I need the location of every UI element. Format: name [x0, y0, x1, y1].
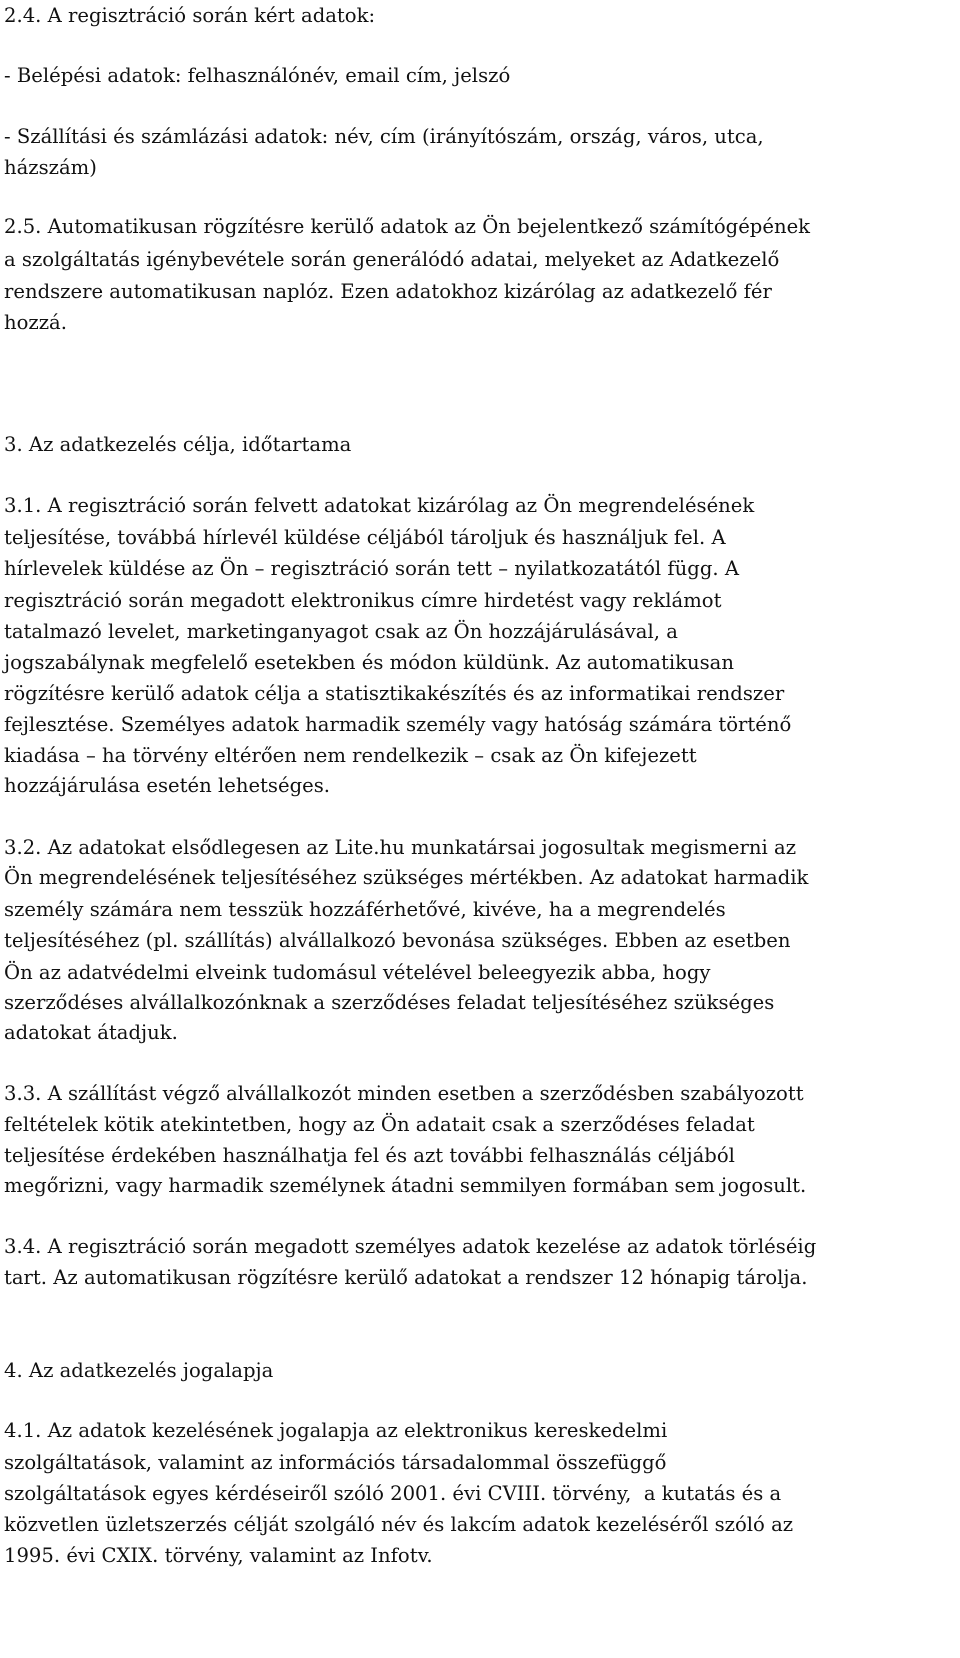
- section-4-1-paragraph: 4.1. Az adatok kezelésének jogalapja az elektronikus kereskedelmi: [4, 1419, 668, 1442]
- text-line: 1995. évi CXIX. törvény, valamint az Infotv.: [4, 1544, 433, 1567]
- text-line: regisztráció során megadott elektronikus címre hirdetést vagy reklámot: [4, 589, 722, 612]
- text-line: jogszabálynak megfelelő esetekben és módon küldünk. Az automatikusan: [4, 651, 734, 674]
- text-line: hozzá.: [4, 311, 67, 334]
- text-line: kiadása – ha törvény eltérően nem rendelkezik – csak az Ön kifejezett: [4, 744, 697, 767]
- text-line: megőrizni, vagy harmadik személynek átadni semmilyen formában sem jogosult.: [4, 1174, 807, 1197]
- text-line: szolgáltatások egyes kérdéseiről szóló 2001. évi CVIII. törvény, a kutatás és a: [4, 1482, 782, 1505]
- text-line: Ön az adatvédelmi elveink tudomásul vételével beleegyezik abba, hogy: [4, 961, 711, 984]
- text-line: rögzítésre kerülő adatok célja a statisztikakészítés és az informatikai rendszer: [4, 682, 785, 705]
- section-3-heading: 3. Az adatkezelés célja, időtartama: [4, 433, 352, 456]
- text-line: tatalmazó levelet, marketinganyagot csak az Ön hozzájárulásával, a: [4, 620, 678, 643]
- text-line: feltételek kötik atekintetben, hogy az Ön adatait csak a szerződéses feladat: [4, 1113, 755, 1136]
- section-2-5-paragraph: 2.5. Automatikusan rögzítésre kerülő adatok az Ön bejelentkező számítógépének: [4, 215, 811, 238]
- section-2-4-heading: 2.4. A regisztráció során kért adatok:: [4, 4, 376, 27]
- text-line: Ön megrendelésének teljesítéséhez szükséges mértékben. Az adatokat harmadik: [4, 866, 809, 889]
- text-line: teljesítése, továbbá hírlevél küldése céljából tároljuk és használjuk fel. A: [4, 526, 726, 549]
- text-line: - Belépési adatok: felhasználónév, email cím, jelszó: [4, 64, 511, 87]
- text-line: szolgáltatások, valamint az információs társadalommal összefüggő: [4, 1451, 667, 1474]
- section-3-4-paragraph: 3.4. A regisztráció során megadott személyes adatok kezelése az adatok törléséig: [4, 1235, 817, 1258]
- text-line: teljesítéséhez (pl. szállítás) alvállalkozó bevonása szükséges. Ebben az esetben: [4, 929, 791, 952]
- text-line: személy számára nem tesszük hozzáférhetővé, kivéve, ha a megrendelés: [4, 898, 726, 921]
- text-line: hírlevelek küldése az Ön – regisztráció során tett – nyilatkozatától függ. A: [4, 557, 739, 580]
- text-line: rendszere automatikusan naplóz. Ezen adatokhoz kizárólag az adatkezelő fér: [4, 280, 772, 303]
- text-line: teljesítése érdekében használhatja fel és azt további felhasználás céljából: [4, 1144, 735, 1167]
- text-line: hozzájárulása esetén lehetséges.: [4, 774, 330, 797]
- text-line: szerződéses alvállalkozónknak a szerződéses feladat teljesítéséhez szükséges: [4, 991, 775, 1014]
- text-line: - Szállítási és számlázási adatok: név, cím (irányítószám, ország, város, utca,: [4, 125, 764, 148]
- section-3-3-paragraph: 3.3. A szállítást végző alvállalkozót minden esetben a szerződésben szabályozott: [4, 1082, 804, 1105]
- text-line: közvetlen üzletszerzés célját szolgáló név és lakcím adatok kezeléséről szóló az: [4, 1513, 794, 1536]
- text-line: adatokat átadjuk.: [4, 1021, 178, 1044]
- section-4-heading: 4. Az adatkezelés jogalapja: [4, 1359, 274, 1382]
- section-3-2-paragraph: 3.2. Az adatokat elsődlegesen az Lite.hu munkatársai jogosultak megismerni az: [4, 836, 797, 859]
- section-3-1-paragraph: 3.1. A regisztráció során felvett adatokat kizárólag az Ön megrendelésének: [4, 494, 755, 517]
- text-line: tart. Az automatikusan rögzítésre kerülő adatokat a rendszer 12 hónapig tárolja.: [4, 1266, 808, 1289]
- text-line: a szolgáltatás igénybevétele során generálódó adatai, melyeket az Adatkezelő: [4, 248, 780, 271]
- text-line: házszám): [4, 156, 97, 179]
- text-line: fejlesztése. Személyes adatok harmadik személy vagy hatóság számára történő: [4, 713, 792, 736]
